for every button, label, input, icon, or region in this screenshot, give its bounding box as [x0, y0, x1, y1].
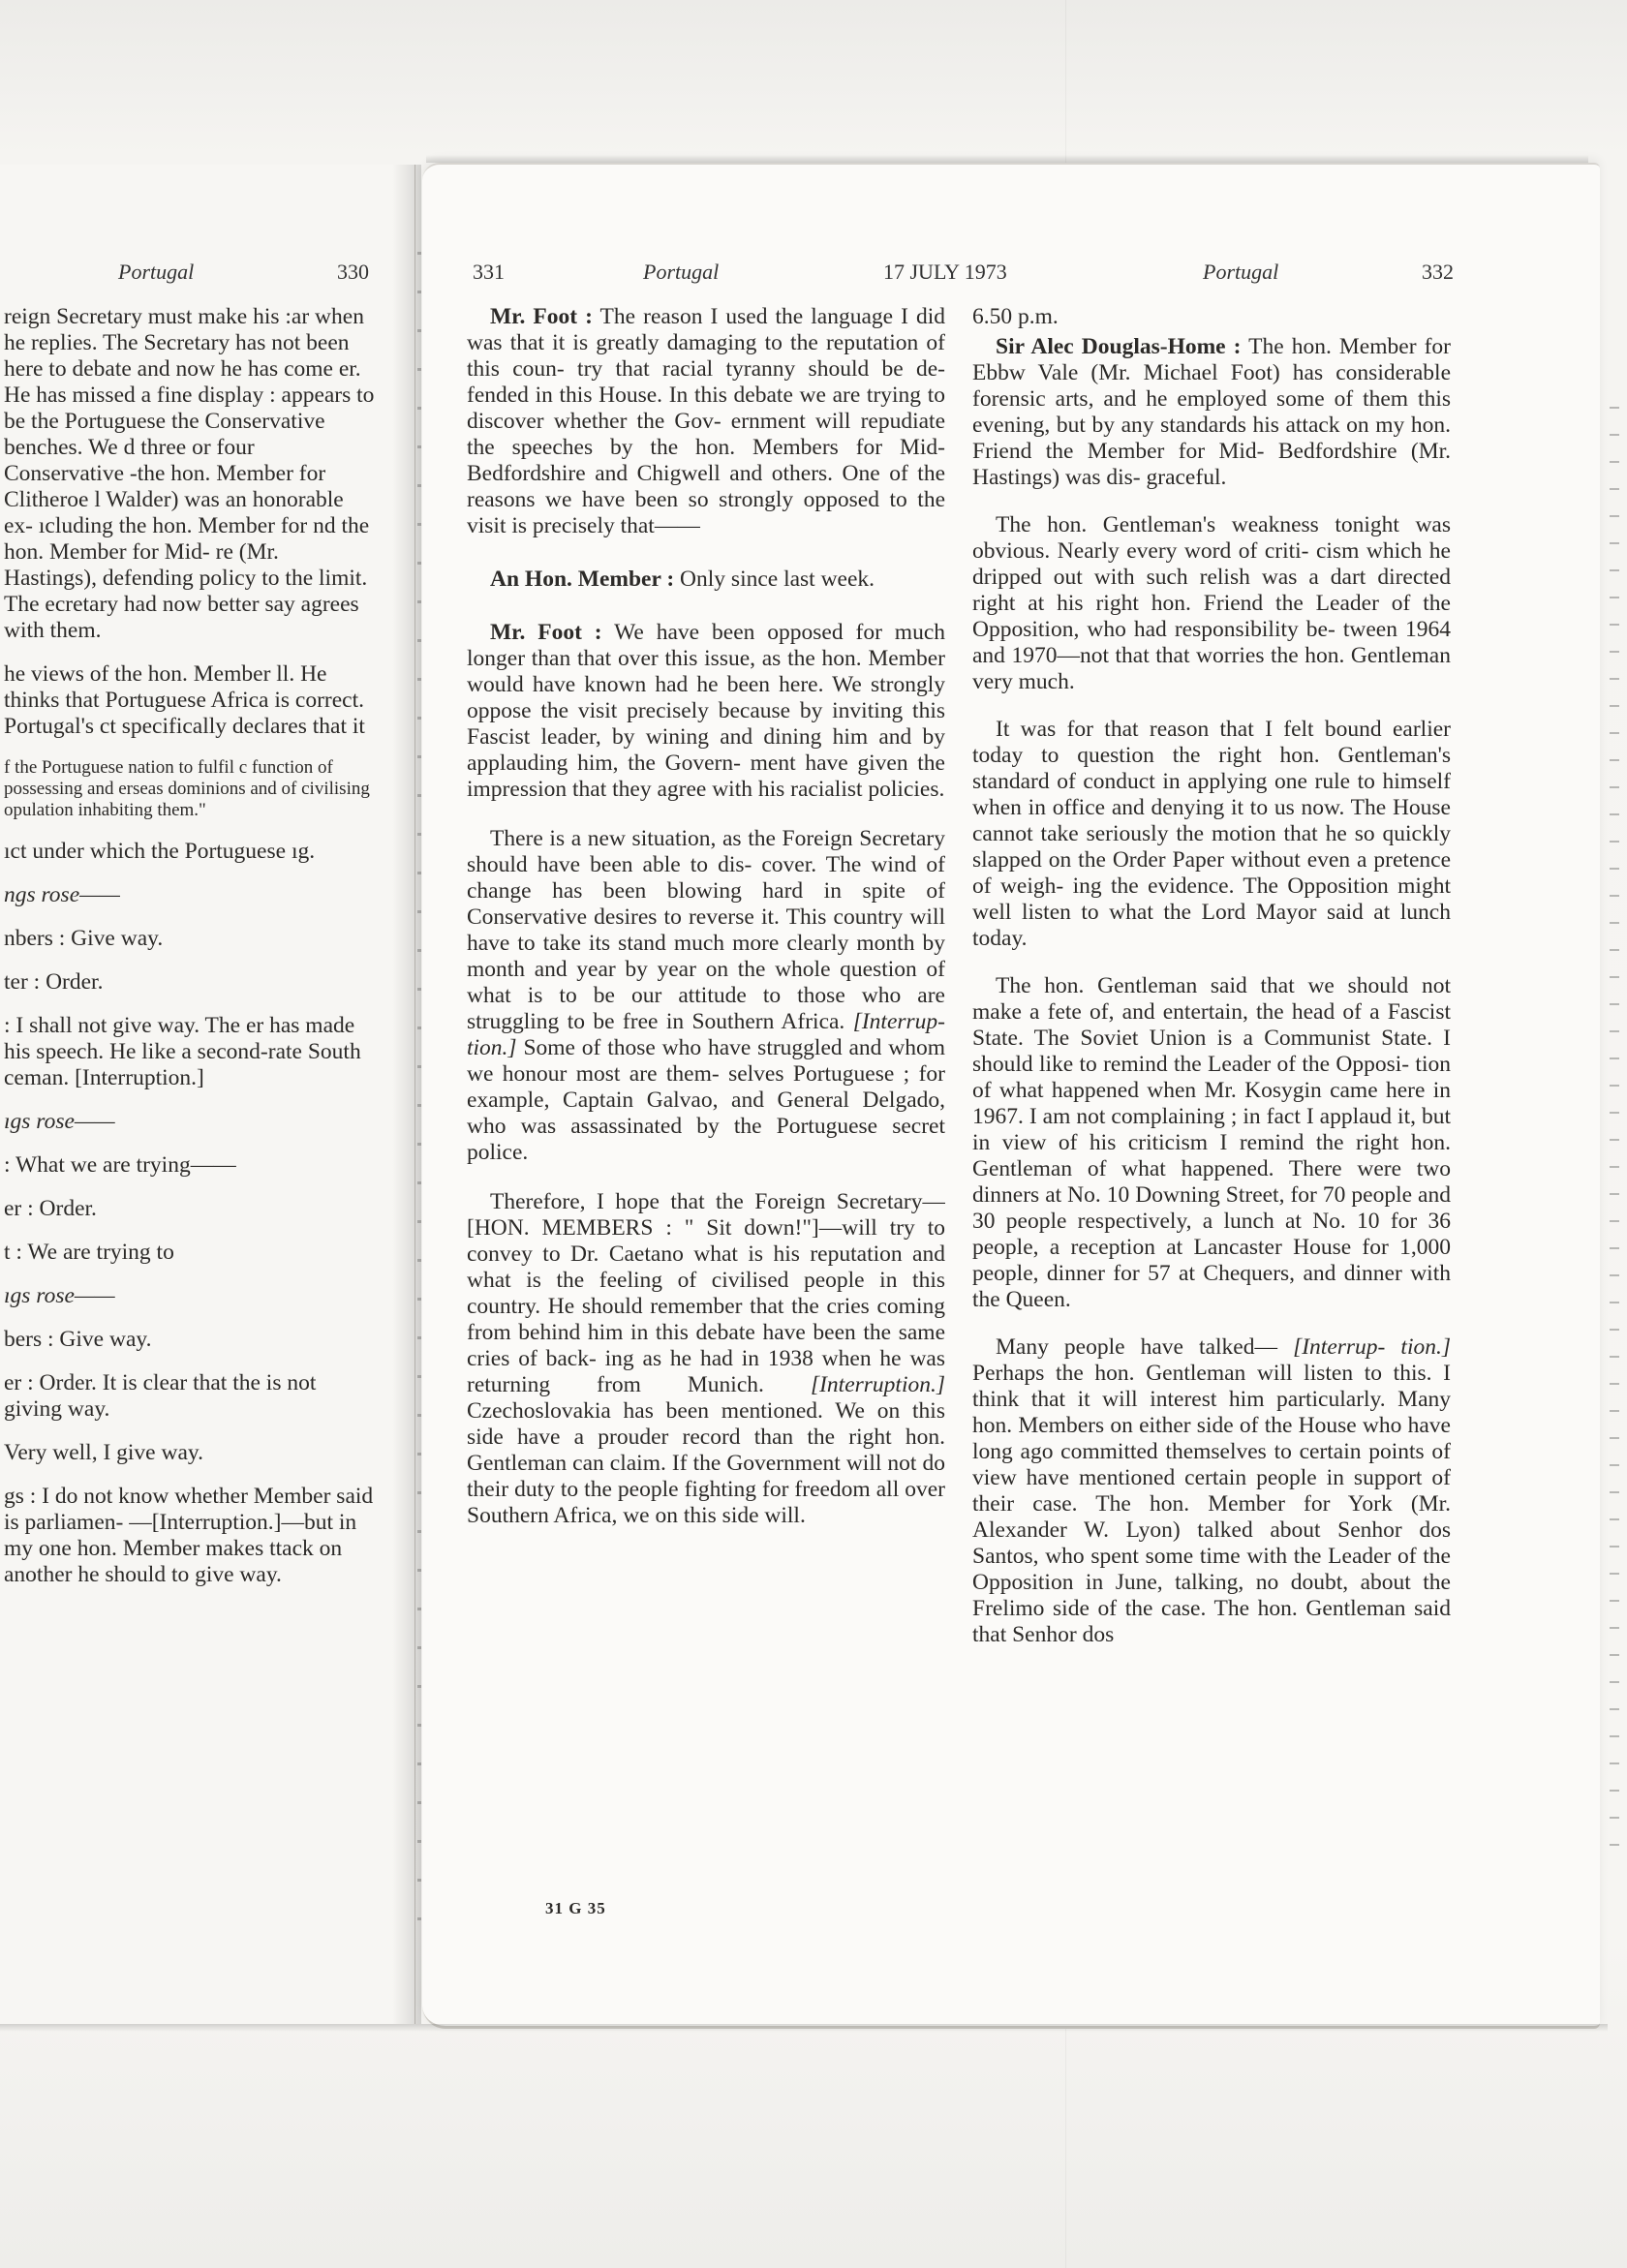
speaker-name: An Hon. Member :: [490, 567, 675, 592]
paragraph: [467, 620, 945, 803]
right-header-col-right: 332: [1422, 260, 1454, 284]
paragraph: The hon. Gentleman's weakness tonight was obvious. Nearly every word of criti- cism which he dripped out with such relish was a dart directed right at his right hon. Friend the Leader of the Opposition, who had responsibility be- tween 1964 and 1970—not that that worries the hon. Gentleman very much.: [972, 512, 1451, 694]
left-paragraph: reign Secretary must make his :ar when he replies. The Secretary has not been here to debate and now he has come er. He has missed a fine display : appears to be the Portuguese the Conservative benches. We d three or four Conservative -the hon. Member for Clitheroe l Walder) was an honorable ex- ıcluding the hon. Member for nd the hon. Member for Mid- re (Mr. Hastings), defending policy to the limit. The ecretary had now better say agrees with them.: [4, 304, 375, 643]
paragraph: [972, 334, 1451, 491]
page-bottom-edge: [0, 2024, 1608, 2032]
speech-text: Many people have talked—: [996, 1334, 1277, 1360]
left-paragraph: ter : Order.: [4, 969, 104, 995]
paragraph: It was for that reason that I felt bound earlier today to question the right hon. Gentleman's standard of conduct in applying one rule to himself when in office and denying it to us now. The House cannot take seriously the motion that he so quickly slapped on the Order Paper without even a pretence of weigh- ing the evidence. The Opposition might well listen to what the Lord Mayor said at lunch today.: [972, 717, 1451, 951]
speaker-name: Mr. Foot :: [490, 304, 593, 329]
right-header-col-left: 331: [473, 260, 505, 284]
left-paragraph: er : Order. It is clear that the is not giving way.: [4, 1370, 317, 1422]
left-header-col-number: 330: [337, 260, 369, 284]
left-paragraph: ıct under which the Portuguese ıg.: [4, 839, 316, 864]
paragraph: [972, 1334, 1451, 1648]
time-stamp: 6.50 p.m.: [972, 304, 1059, 329]
left-paragraph: nbers : Give way.: [4, 926, 164, 951]
left-paragraph: : What we are trying——: [4, 1152, 236, 1178]
left-paragraph: t : We are trying to: [4, 1240, 174, 1265]
left-page-column: [4, 304, 376, 1902]
speech-text: Czechoslovakia has been mentioned. We on this side have a prouder record than the right hon. Gentleman can claim. If the Government will not do their duty to the people fighting for freedom all over Southern Africa, we on this side will.: [467, 1398, 945, 1528]
right-column-2: [972, 304, 1451, 1902]
left-header-title: Portugal: [118, 260, 195, 284]
left-paragraph: : I shall not give way. The er has made his speech. He like a second-rate South ceman. [Interruption.]: [4, 1013, 361, 1090]
right-margin-marks: [1610, 407, 1619, 1859]
speech-text: Some of those who have struggled and whom we honour most are them- selves Portuguese ; for example, Captain Galvao, and General Delgado, who was assassinated by the Portuguese secret police.: [467, 1035, 945, 1165]
paragraph: The hon. Gentleman said that we should not make a fete of, and entertain, the head of a Fascist State. The Soviet Union is a Communist State. I should like to remind the Leader of the Opposi- tion of what happened when Mr. Kosygin came here in 1967. I am not complaining ; in fact I applaud it, but in view of his criticism I remind the right hon. Gentleman of what happened. There were two dinners at No. 10 Downing Street, for 70 people and 30 people respectively, a lunch at No. 10 for 36 people, a reception at Lancaster House for 1,000 people, dinner for 57 at Chequers, and dinner with the Queen.: [972, 973, 1451, 1312]
interruption: [Interrup- tion.]: [467, 1009, 945, 1060]
speaker-name: Mr. Foot :: [490, 620, 602, 645]
speech-text: Only since last week.: [680, 567, 875, 592]
speech-text: We have been opposed for much longer than that over this issue, as the hon. Member would have known had he been here. We strongly oppose the visit precisely because by inviting this Fascist leader, by wining and dining him and by applauding him, the Govern- ment have given the impression that they agree with his racialist policies.: [467, 620, 945, 802]
speech-text: The hon. Member for Ebbw Vale (Mr. Michael Foot) has considerable forensic arts, and he employed some of them this evening, but by any standards his attack on my hon. Friend the Member for Mid- Bedfordshire (Mr. Hastings) was dis- graceful.: [972, 334, 1451, 490]
left-paragraph: er : Order.: [4, 1196, 97, 1221]
signature-code: 31 G 35: [545, 1899, 606, 1917]
paragraph: [467, 304, 945, 539]
left-paragraph: gs : I do not know whether Member said is parliamen- —[Interruption.]—but in my one hon. Member makes ttack on another he should to give way.: [4, 1484, 374, 1587]
right-header-title-left: Portugal: [643, 260, 720, 284]
left-paragraph: ıgs rose——: [4, 1283, 115, 1308]
speech-text: There is a new situation, as the Foreign Secretary should have been able to dis- cover. The wind of change has been blowing hard in spite of Conservative desires to reverse it. This country will have to take its stand much more clearly month by month and year by year on the whole question of what is to be our attitude to those who are struggling to be free in Southern Africa.: [467, 826, 945, 1034]
gutter-marks: [417, 252, 421, 1946]
interruption: [Interruption.]: [810, 1372, 945, 1397]
left-paragraph: he views of the hon. Member ll. He thinks that Portuguese Africa is correct. Portugal's ct specifically declares that it: [4, 661, 365, 739]
paragraph: [467, 567, 945, 593]
right-header-date: 17 JULY 1973: [883, 260, 1007, 284]
speech-text: Perhaps the hon. Gentleman will listen to this. I think that it will interest him particularly. Many hon. Members on either side of the House who have long ago committed themselves to certain points of view have mentioned certain people in support of their case. The hon. Member for York (Mr. Alexander W. Lyon) talked about Senhor dos Santos, who spent some time with the Leader of the Opposition in June, talking, no doubt, about the Frelimo side of the case. The hon. Gentleman said that Senhor dos: [972, 1361, 1451, 1647]
left-quote: f the Portuguese nation to fulfil c function of possessing and erseas dominions and of civilising opulation inhabiting them.": [4, 757, 370, 820]
left-paragraph: Very well, I give way.: [4, 1440, 203, 1465]
paragraph: [467, 1189, 945, 1529]
left-paragraph: ıgs rose——: [4, 1109, 115, 1134]
interruption: [Interrup- tion.]: [1293, 1334, 1451, 1360]
speaker-name: Sir Alec Douglas-Home :: [996, 334, 1242, 359]
right-header-title-right: Portugal: [1203, 260, 1279, 284]
speech-text: The reason I used the language I did was that it is greatly damaging to the reputation of this coun- try that racial tyranny should be de- fended in this House. In this debate we are trying to discover whether the Gov- ernment will repudiate the speeches by the hon. Members for Mid-Bedfordshire and Chigwell and others. One of the reasons we have been so strongly opposed to the visit is precisely that——: [467, 304, 945, 538]
paragraph: [467, 826, 945, 1166]
speech-text: Therefore, I hope that the Foreign Secretary—[HON. MEMBERS : " Sit down!"]—will try to convey to Dr. Caetano what is his reputation and what is the feeling of civilised people in this country. He should remember that the cries coming from behind him in this debate have been the same cries of back- ing as he had in 1938 when he was returning from Munich.: [467, 1189, 945, 1397]
left-paragraph: bers : Give way.: [4, 1327, 152, 1352]
left-paragraph: ngs rose——: [4, 882, 120, 907]
right-column-1: [467, 304, 945, 1892]
right-page-top-edge: [426, 155, 1588, 163]
